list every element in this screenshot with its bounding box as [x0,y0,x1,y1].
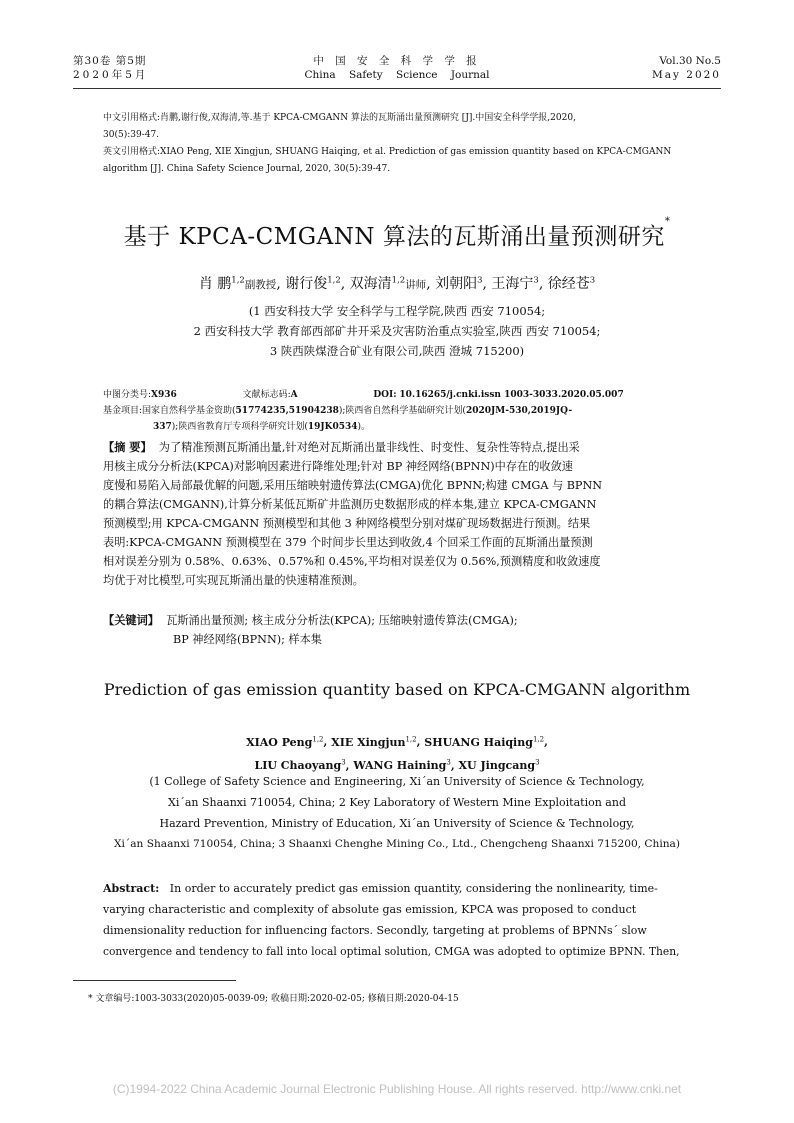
classification-line: 中图分类号:X936 文献标志码:A DOI: 10.16265/j.cnki.issn 1003-3033.2020.05.007 [103,390,624,400]
author-en: WANG Haining$^3$ [353,758,451,773]
author: 双海清$^{1,2}$讲师 [349,275,427,292]
keywords-label: 【关键词】 [103,613,159,627]
article-meta [103,387,723,435]
citation-block [103,110,721,178]
affiliation-en-line: Xi´an Shaanxi 710054, China; 2 Key Laboratory of Western Mine Exploitation and [167,796,626,809]
affiliation-line: 2 西安科技大学 教育部西部矿井开采及灾害防治重点实验室,陕西 西安 710054; [193,324,601,338]
author-en: XU Jingcang$^3$ [458,758,540,773]
paper-title-text: 基于 KPCA-CMGANN 算法的瓦斯涌出量预测研究 [123,224,665,250]
author: 谢行俊$^{1,2}$ [285,275,341,292]
footnote-rule [73,980,236,981]
citation-en-line2: algorithm [J]. China Safety Science Journal, 2020, 30(5):39-47. [103,164,391,174]
affiliation-line: (1 西安科技大学 安全科学与工程学院,陕西 西安 710054; [248,304,546,318]
author-en: LIU Chaoyang$^3$ [254,758,346,773]
affiliation-en-line: (1 College of Safety Science and Engineering, Xi´an University of Science & Technology, [149,775,645,788]
document-code: A [290,390,298,400]
abstract-cn-label: 【摘 要】 [103,440,152,454]
doi: 10.16265/j.cnki.issn 1003-3033.2020.05.007 [399,390,624,400]
citation-cn-line1: 中文引用格式:肖鹏,谢行俊,双海清,等.基于 KPCA-CMGANN 算法的瓦斯涌出量预测研究 [J].中国安全科学学报,2020, [103,113,576,123]
footnote: * 文章编号:1003-3033(2020)05-0039-09; 收稿日期:2020-02-05; 修稿日期:2020-04-15 [88,994,459,1004]
abstract-en: Abstract: In order to accurately predict gas emission quantity, considering the nonlinearity, time- varying characteristic and complexity of absolute gas emission, KPCA was proposed to conduct dimensionality reduction for influencing factors. Secondly, targeting at problems of BPNNs´ slow convergence and tendency to fall into local optimal solution, CMGA was adopted to optimize BPNN. Then, [103,882,680,958]
citation-en-line1: 英文引用格式:XIAO Peng, XIE Xingjun, SHUANG Haiqing, et al. Prediction of gas emission quantity based on KPCA-CMGANN [103,147,672,157]
publication-date: 2020年5月 [73,69,149,81]
title-footnote-mark: * [664,216,671,227]
author-en: XIE Xingjun$^{1,2}$ [331,735,417,749]
cnki-watermark: (C)1994-2022 China Academic Journal Electronic Publishing House. All rights reserved. http://www.cnki.net [112,1082,682,1096]
volume-issue-en: Vol.30 No.5 [659,55,721,67]
paper-title [0,218,794,251]
paper-title-en: Prediction of gas emission quantity based on KPCA-CMGANN algorithm [103,680,691,699]
author: 刘朝阳$^3$ [435,275,483,292]
publication-date-en: May 2020 [651,69,721,81]
affiliations-cn [0,301,794,361]
affiliation-en-line: Hazard Prevention, Ministry of Education, Xi´an University of Science & Technology, [159,817,635,830]
author-en: SHUANG Haiqing$^{1,2}$ [424,735,545,749]
affiliation-line: 3 陕西陕煤澄合矿业有限公司,陕西 澄城 715200) [269,344,525,358]
author-en: XIAO Peng$^{1,2}$ [246,735,324,749]
volume-issue: 第30卷 第5期 [73,55,147,67]
abstract-cn: 【摘 要】 为了精准预测瓦斯涌出量,针对绝对瓦斯涌出量非线性、时变性、复杂性等特点,提出采 用核主成分分析法(KPCA)对影响因素进行降维处理;针对 BP 神经网络(BPNN)中存在的收敛速 度慢和易陷入局部最优解的问题,采用压缩映射遗传算法(CMGA)优化 BPNN;构建 CMGA 与 BPNN 的耦合算法(CMGANN),计算分析某低瓦斯矿井监测历史数据形成的样本集,建立 KPCA-CMGANN 预测模型;用 KPCA-CMGANN 预测模型和其他 3 种网络模型分别对煤矿现场数据进行预测。结果 表明:KPCA-CMGANN 预测模型在 379 个时间步长里达到收敛,4 个回采工作面的瓦斯涌出量预测 相对误差分别为 0.58%、0.63%、0.57%和 0.45%,平均相对误差仅为 0.56%,预测精度和收敛速度 均优于对比模型,可实现瓦斯涌出量的快速精准预测。 [103,440,603,587]
fund-line1: 基金项目:国家自然科学基金资助(51774235,51904238);陕西省自然科学基础研究计划(2020JM-530,2019JQ- [103,406,573,416]
fund-line2: 337);陕西省教育厅专项科学研究计划(19JK0534)。 [153,422,371,432]
header-rule [73,88,721,89]
abstract-en-label: Abstract: [103,882,160,895]
author: 徐经苍$^3$ [547,275,596,292]
keywords-cn: 【关键词】 瓦斯涌出量预测; 核主成分分析法(KPCA); 压缩映射遗传算法(CMGA); BP 神经网络(BPNN); 样本集 [103,613,518,646]
clc-code: X936 [151,390,177,400]
journal-name-en: China Safety Science Journal [304,69,490,81]
citation-cn-line2: 30(5):39-47. [103,130,160,140]
author-list: 肖 鹏$^{1,2}$副教授, 谢行俊$^{1,2}$, 双海清$^{1,2}$讲师, 刘朝阳$^3$, 王海宁$^3$, 徐经苍$^3$ [198,275,596,292]
author: 王海宁$^3$ [491,275,539,292]
running-header-right [652,54,721,82]
journal-name-cn: 中 国 安 全 科 学 学 报 [313,55,481,67]
author: 肖 鹏$^{1,2}$副教授 [198,275,277,292]
affiliations-en [0,771,794,855]
author-list-en: XIAO Peng$^{1,2}$, XIE Xingjun$^{1,2}$, SHUANG Haiqing$^{1,2}$, LIU Chaoyang$^3$, WANG Haining$^3$, XU Jingcang$^3$ [246,735,548,773]
affiliation-en-line: Xi´an Shaanxi 710054, China; 3 Shaanxi Chenghe Mining Co., Ltd., Chengcheng Shaanxi 715200, China) [113,838,681,850]
